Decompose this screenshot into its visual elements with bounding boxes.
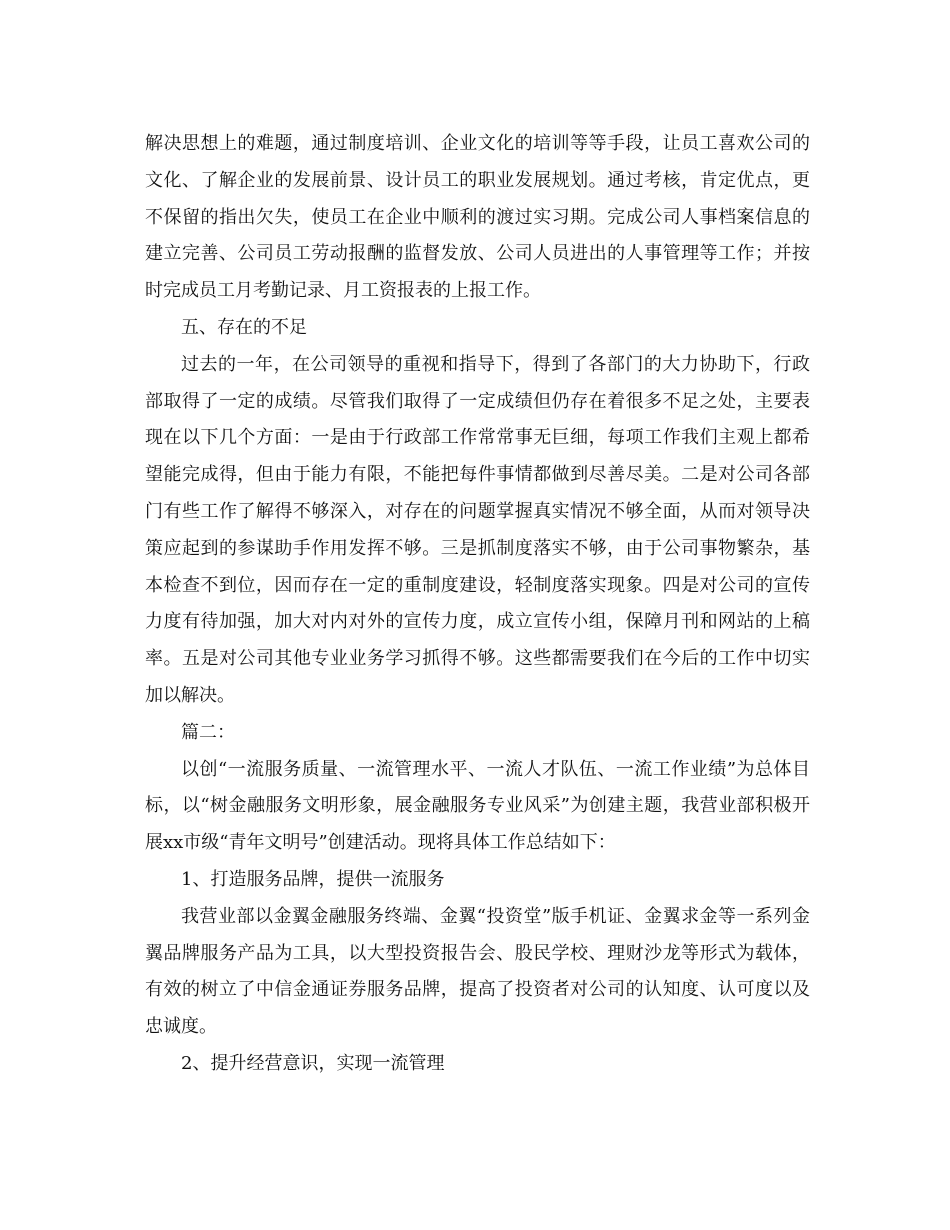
document-body [145, 126, 810, 1083]
paragraph-continuation: 解决思想上的难题，通过制度培训、企业文化的培训等等手段，让员工喜欢公司的文化、了解企业的发展前景、设计员工的职业发展规划。通过考核，肯定优点，更不保留的指出欠失，使员工在企业中顺利的渡过实习期。完成公司人事档案信息的建立完善、公司员工劳动报酬的监督发放、公司人员进出的人事管理等工作；并按时完成员工月考勤记录、月工资报表的上报工作。 [145, 133, 810, 302]
section-heading-shortcomings: 五、存在的不足 [181, 316, 307, 338]
paragraph-intro: 以创“一流服务质量、一流管理水平、一流人才队伍、一流工作业绩”为总体目标，以“树金融服务文明形象，展金融服务专业风采”为创建主题，我营业部积极开展xx市级“青年文明号”创建活动。现将具体工作总结如下： [145, 758, 810, 854]
paragraph-shortcomings: 过去的一年，在公司领导的重视和指导下，得到了各部门的大力协助下，行政部取得了一定的成绩。尽管我们取得了一定成绩但仍存在着很多不足之处，主要表现在以下几个方面：一是由于行政部工作常常事无巨细，每项工作我们主观上都希望能完成得，但由于能力有限，不能把每件事情都做到尽善尽美。二是对公司各部门有些工作了解得不够深入，对存在的问题掌握真实情况不够全面，从而对领导决策应起到的参谋助手作用发挥不够。三是抓制度落实不够，由于公司事物繁杂，基本检查不到位，因而存在一定的重制度建设，轻制度落实现象。四是对公司的宣传力度有待加强，加大对内对外的宣传力度，成立宣传小组，保障月刊和网站的上稿率。五是对公司其他专业业务学习抓得不够。这些都需要我们在今后的工作中切实加以解决。 [145, 353, 810, 706]
section-heading-service-brand: 1、打造服务品牌，提供一流服务 [181, 868, 445, 890]
part-two-heading: 篇二： [181, 721, 235, 743]
section-heading-management: 2、提升经营意识，实现一流管理 [181, 1052, 445, 1074]
paragraph-service-brand: 我营业部以金翼金融服务终端、金翼“投资堂”版手机证、金翼求金等一系列金翼品牌服务产品为工具，以大型投资报告会、股民学校、理财沙龙等形式为载体，有效的树立了中信金通证券服务品牌，提高了投资者对公司的认知度、认可度以及忠诚度。 [145, 905, 810, 1038]
